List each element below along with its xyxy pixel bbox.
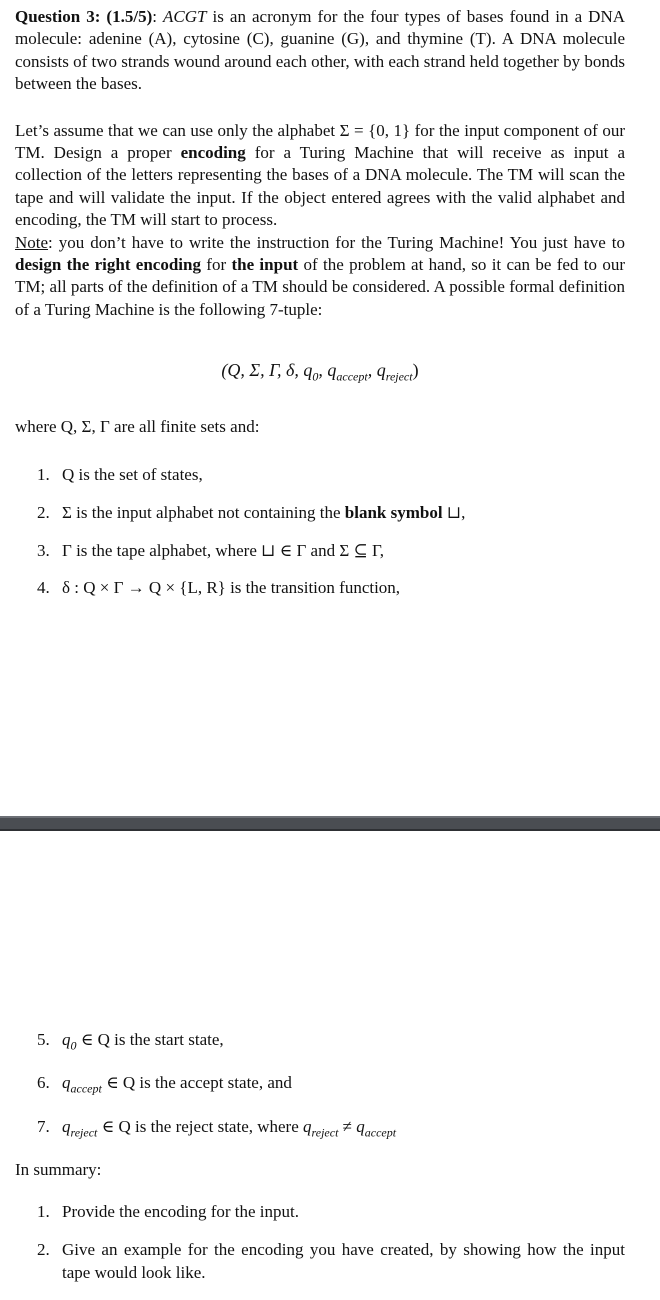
tuple-close: ) [412, 360, 419, 381]
where-line: where Q, Σ, Γ are all finite sets and: [15, 417, 260, 437]
question-label: Question 3: (1.5/5) [15, 7, 153, 26]
tuple-sep-2: , q [367, 360, 386, 381]
list-text: Σ is the input alphabet not containing the [62, 502, 345, 522]
list-number: 5. [37, 1030, 50, 1049]
question-page-top [15, 6, 625, 615]
list-number: 4. [37, 578, 50, 598]
note-text-b: for [200, 255, 232, 275]
list-number: 7. [37, 1116, 50, 1136]
assumption-text-b: for a Turing Machine that will receive as input a collection of the letters representing the bases of a DNA molecule. The TM will scan the tape and will validate the input. If the object entered agrees with the valid alphabet and encoding, the TM will start to process. [15, 143, 625, 230]
tuple-main: (Q, Σ, Γ, δ, q [221, 360, 313, 381]
blank-symbol-term: blank symbol [344, 502, 443, 522]
list-text: δ : Q × Γ → Q × {L, R} is the transition function, [62, 578, 401, 598]
list-number: 2. [37, 1240, 50, 1260]
list-text: Q is the set of states, [62, 464, 203, 484]
math-subscript: 0 [70, 1038, 77, 1053]
list-item [15, 1029, 625, 1057]
tuple-sep-1: , q [318, 360, 337, 381]
math-var: q [62, 1116, 71, 1136]
question-page-bottom [15, 1029, 625, 1300]
summary-list [15, 1201, 625, 1284]
note-emphasis-input: the input [231, 255, 299, 275]
list-text: Give an example for the encoding you have created, by showing how the input tape would look like. [62, 1240, 625, 1282]
list-text: ∈ Q is the start state, [76, 1030, 224, 1049]
assumption-paragraph [15, 120, 625, 232]
intro-separator: : [152, 7, 164, 26]
list-text: ∈ Q is the reject state, where [97, 1116, 304, 1136]
encoding-term: encoding [180, 143, 246, 163]
tm-definition-list [15, 464, 625, 600]
note-text-a: : you don’t have to write the instruction for the Turing Machine! You just have to [48, 232, 625, 252]
tuple-sub-accept: accept [336, 369, 368, 384]
list-number: 1. [37, 1202, 50, 1222]
list-text: Provide the encoding for the input. [62, 1202, 300, 1222]
question-intro-paragraph [15, 6, 625, 96]
list-item [15, 502, 625, 524]
list-item [15, 1072, 625, 1100]
neq-symbol: ≠ [338, 1116, 357, 1136]
intro-text: is an acronym for the four types of bases found in a DNA molecule: adenine (A), cytosine (C), guanine (G), and thymine (T). A DNA molecule consists of two strands wound around each other, with each strand held together by bonds between the bases. [15, 7, 625, 94]
tm-definition-list-continued [15, 1029, 625, 1143]
note-paragraph [15, 232, 625, 322]
list-item [15, 1116, 625, 1144]
math-var: q [62, 1030, 71, 1049]
assumption-text-a: Let’s assume that we can use only the alphabet Σ = {0, 1} for the input component of our TM. Design a proper [15, 120, 625, 163]
list-item [15, 540, 625, 562]
math-subscript: reject [311, 1124, 339, 1139]
list-number: 2. [37, 502, 50, 522]
tm-tuple-formula [15, 359, 625, 388]
math-subscript: accept [364, 1124, 397, 1139]
list-item [15, 577, 625, 599]
list-item [15, 1201, 625, 1223]
acgt-term: ACGT [163, 7, 207, 26]
list-number: 1. [37, 464, 50, 484]
math-subscript: accept [70, 1081, 102, 1096]
note-label: Note [15, 232, 49, 252]
summary-label: In summary: [15, 1159, 102, 1179]
list-number: 3. [37, 540, 50, 560]
math-var: q [356, 1116, 365, 1136]
math-var: q [303, 1116, 312, 1136]
list-item [15, 1239, 625, 1284]
list-text: Γ is the tape alphabet, where ⊔ ∈ Γ and Σ ⊆ Γ, [62, 540, 384, 560]
note-text-c: of the problem at hand, so it can be fed to our TM; all parts of the definition of a TM should be considered. A possible formal definition of a Turing Machine is the following 7-tuple: [15, 255, 625, 319]
list-item [15, 464, 625, 486]
page-break-divider [0, 816, 660, 831]
tuple-sub-reject: reject [385, 369, 413, 384]
math-var: q [62, 1073, 71, 1093]
tuple-sub-0: 0 [312, 369, 319, 384]
list-text: ∈ Q is the accept state, and [101, 1073, 292, 1093]
note-emphasis-encoding: design the right encoding [15, 255, 201, 275]
list-number: 6. [37, 1073, 50, 1093]
math-subscript: reject [70, 1124, 98, 1139]
list-text: ⊔, [442, 502, 466, 522]
